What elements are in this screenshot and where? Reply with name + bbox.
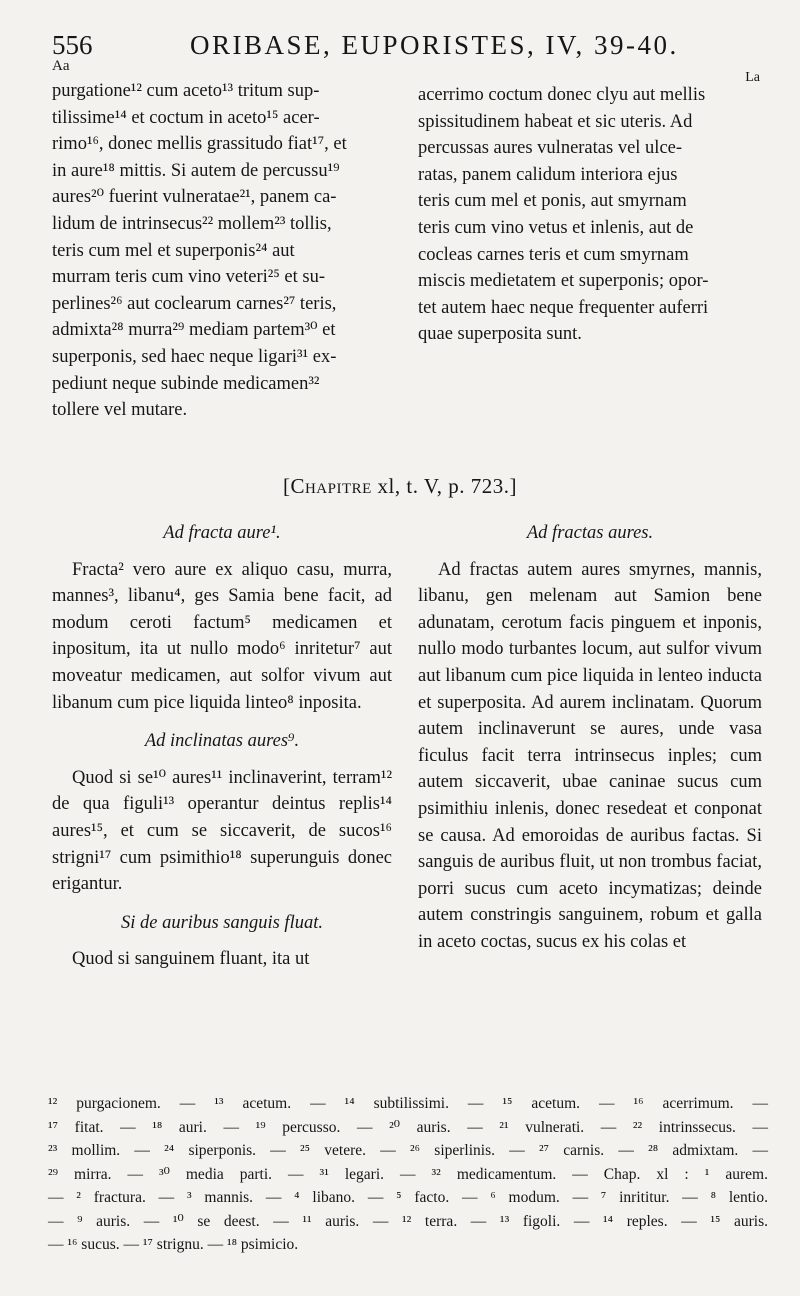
top-right-line: quae superposita sunt. [418,324,582,345]
footnote-line: — ¹⁶ sucus. — ¹⁷ strignu. — ¹⁸ psimicio. [48,1236,299,1253]
paragraph: Quod si se¹⁰ aures¹¹ inclinaverint, terram¹² de qua figuli¹³ operantur deintus replis¹⁴ aures¹⁵, et cum se siccaverit, de sucos¹⁶ strigni¹⁷ cum psimithio¹⁸ superunguis donec erigantur. [52,767,392,895]
footnote-line: — ⁹ auris. — ¹⁰ se deest. — ¹¹ auris. — ¹² terra. — ¹³ figoli. — ¹⁴ reples. — ¹⁵ auris. [48,1212,768,1230]
top-left-line: admixta²⁸ murra²⁹ mediam partem³⁰ et [52,320,336,341]
top-right-line: teris cum vino vetus et inlenis, aut de [418,217,694,238]
top-left-line: teris cum mel et superponis²⁴ aut [52,240,295,261]
top-right-line: cocleas carnes teris et cum smyrnam [418,244,689,265]
top-left-line: purgatione¹² cum aceto¹³ tritum sup- [52,81,320,101]
top-left-line: aures²⁰ fuerint vulneratae²¹, panem ca- [52,187,337,208]
top-right-line: miscis medietatem et superponis; opor- [418,271,709,292]
running-title: ORIBASE, EUPORISTES, IV, 39-40. [190,30,679,60]
top-left-line: superponis, sed haec neque ligari³¹ ex- [52,346,337,367]
chapter-bracket: [ [282,474,291,498]
top-right-line: acerrimo coctum donec clyu aut mellis [418,85,706,105]
top-right-column [418,82,762,348]
page-header [52,28,770,68]
top-left-line: lidum de intrinsecus²² mollem²³ tollis, [52,213,332,234]
top-left-line: pediunt neque subinde medicamen³² [52,373,320,394]
top-left-line: rimo¹⁶, donec mellis grassitudo fiat¹⁷, et [52,134,347,155]
paragraph: Ad fractas autem aures smyrnes, mannis, libanu, gen melenam aut Samion bene adunatam, cerotum facis pinguem et inponis, nullo modo turbantes locum, aut sulfor vivum aut libanum cum pice liquida in lenteo inducta et superposita. Ad aurem inclinatam. Quorum autem inclinaverunt se aures, unde vasa ficulus facit terra intrinsecus inples; cum autem siccaverit, ubae caninae sucus cum psimithiu inlenis, donec resedeat et conponat se causa. Ad emoroidas de auribus factas. Si sanguis de auribus fluit, ut non trombus faciat, porri sucus cum aceto incymatizas; deinde autem constringis sanguinem, robum et galla in aceto coctas, sucus ex his colas et [418,559,762,952]
right-text-column [418,520,762,956]
page-number: 556 [52,30,93,60]
top-left-line: tollere vel mutare. [52,400,188,421]
chapter-word: Chapitre [290,474,372,498]
top-right-line: ratas, panem calidum interiora ejus [418,164,678,185]
footnote-line: ¹² purgacionem. — ¹³ acetum. — ¹⁴ subtilissimi. — ¹⁵ acetum. — ¹⁶ acerrimum. — [48,1095,768,1112]
signature-mark-left: Aa [52,58,70,74]
top-left-line: in aure¹⁸ mittis. Si autem de percussu¹⁹ [52,160,340,181]
section-heading: Si de auribus sanguis fluat. [121,912,323,933]
footnote-line: ²³ mollim. — ²⁴ siperponis. — ²⁵ vetere. — ²⁶ siperlinis. — ²⁷ carnis. — ²⁸ admixtam. — [48,1142,768,1159]
paragraph: Fracta² vero aure ex aliquo casu, murra, mannes³, libanu⁴, ges Samia bene facit, ad modum ceroti factum⁵ medicamen et inpositum, ita ut nullo modo⁶ inritetur⁷ aut moveatur medicamen, aut solfor vivum aut libanum cum pice liquida linteo⁸ inposita. [52,559,392,713]
top-left-column [52,78,392,424]
top-left-line: murram teris cum vino veteri²⁵ et su- [52,267,325,288]
top-right-line: spissitudinem habeat et sic uteris. Ad [418,111,693,132]
footnote-line: — ² fractura. — ³ mannis. — ⁴ libano. — ⁵ facto. — ⁶ modum. — ⁷ inrititur. — ⁸ lentio. [48,1189,768,1206]
chapter-reference [0,474,800,499]
top-right-line: teris cum mel et ponis, aut smyrnam [418,191,687,212]
signature-mark-right: La [745,70,760,85]
top-right-line: tet autem haec neque frequenter auferri [418,297,709,318]
top-left-line: tilissime¹⁴ et coctum in aceto¹⁵ acer- [52,107,320,128]
section-heading: Ad fractas aures. [526,523,654,543]
top-left-line: perlines²⁶ aut coclearum carnes²⁷ teris, [52,293,337,314]
chapter-citation: xl, t. V, p. 723.] [371,474,518,498]
paragraph: Quod si sanguinem fluant, ita ut [72,949,310,970]
section-heading: Ad fracta aure¹. [163,523,281,543]
footnote-line: ¹⁷ fitat. — ¹⁸ auri. — ¹⁹ percusso. — ²⁰ auris. — ²¹ vulnerati. — ²² intrinssecus. — [48,1118,768,1136]
footnotes [48,1092,768,1257]
section-heading: Ad inclinatas aures⁹. [144,731,300,752]
left-text-column [52,520,392,973]
top-right-line: percussas aures vulneratas vel ulce- [418,138,683,159]
footnote-line: ²⁹ mirra. — ³⁰ media parti. — ³¹ legari. — ³² medicamentum. — Chap. xl : ¹ aurem. [48,1165,768,1183]
